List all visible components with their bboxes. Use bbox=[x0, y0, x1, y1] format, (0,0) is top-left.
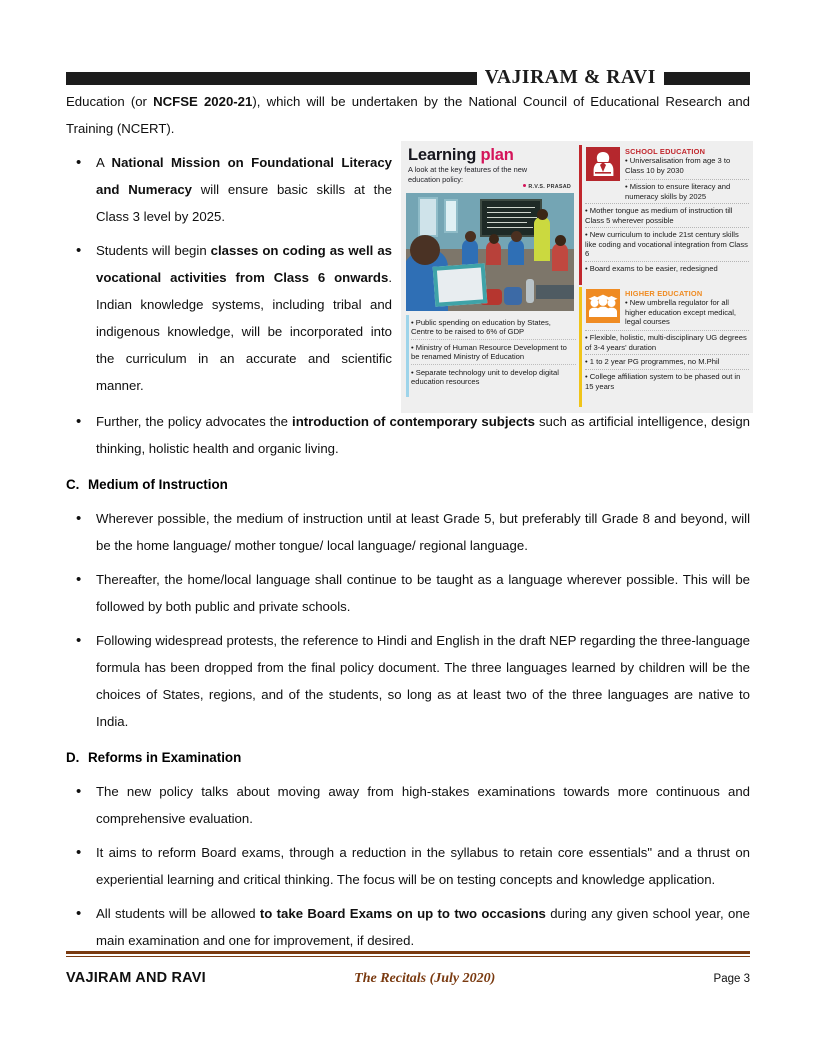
infographic-left-column bbox=[401, 141, 577, 413]
bullet-text: Wherever possible, the medium of instruction until at least Grade 5, but preferably till Grade 8 and beyond, will be the home language/ mother tongue/ local language/ regional language. bbox=[96, 511, 750, 553]
bullet-high-stakes-exams bbox=[66, 778, 750, 832]
photo-student bbox=[508, 239, 524, 265]
school-education-item: • Universalisation from age 3 to Class 10 by 2030 bbox=[625, 156, 731, 175]
school-education-accent-bar bbox=[579, 145, 582, 285]
bullet-text: All students will be allowed to take Board Exams on up to two occasions during any given school year, one main examination and one for improvement, if desired. bbox=[96, 906, 750, 948]
higher-education-item: • Flexible, holistic, multi-disciplinary UG degrees of 3-4 years' duration bbox=[585, 333, 747, 352]
divider bbox=[585, 354, 749, 355]
photo-student-head bbox=[465, 231, 476, 242]
bullet-two-occasions bbox=[66, 900, 750, 954]
infographic-right-column bbox=[577, 141, 753, 413]
bullet-three-language-formula bbox=[66, 627, 750, 735]
footer-organisation: VAJIRAM AND RAVI bbox=[66, 969, 206, 986]
bullet-board-exam-reform bbox=[66, 839, 750, 893]
bullet-text: A National Mission on Foundational Literacy and Numeracy will ensure basic skills at the Class 3 level by 2025. bbox=[96, 155, 392, 224]
higher-education-item: • College affiliation system to be phased out in 15 years bbox=[585, 372, 741, 391]
photo-window bbox=[418, 197, 438, 237]
divider bbox=[625, 179, 749, 180]
photo-foreground-boy-head bbox=[410, 235, 440, 265]
byline-bullet-icon bbox=[523, 184, 526, 187]
photo-student-head bbox=[511, 231, 522, 242]
divider bbox=[585, 369, 749, 370]
funding-bullet: • Public spending on education by States, Centre to be raised to 6% of GDP bbox=[411, 315, 576, 340]
bullet-medium-grade5 bbox=[66, 505, 750, 559]
bullet-marker: • bbox=[76, 413, 82, 430]
infographic-subtitle: A look at the key features of the new education policy: bbox=[408, 165, 528, 184]
photo-window bbox=[444, 199, 458, 233]
higher-education-accent-bar bbox=[579, 287, 582, 407]
photo-student bbox=[486, 241, 501, 265]
section-title: Medium of Instruction bbox=[88, 477, 228, 492]
photo-desk bbox=[536, 285, 574, 299]
bullet-text: Thereafter, the home/local language shall continue to be taught as a language wherever possible. This will be followed by both public and private schools. bbox=[96, 572, 750, 614]
divider bbox=[585, 203, 749, 204]
intro-paragraph: Education (or NCFSE 2020-21), which will be undertaken by the National Council of Educational Research and Training (NCERT). bbox=[66, 94, 750, 136]
section-letter: D. bbox=[66, 750, 80, 765]
funding-accent-bar bbox=[406, 315, 409, 397]
infographic-funding-bullets bbox=[406, 315, 576, 390]
bullet-marker: • bbox=[76, 783, 82, 800]
footer-page-number: Page 3 bbox=[713, 972, 750, 985]
section-title: Reforms in Examination bbox=[88, 750, 242, 765]
footer-rule-thin bbox=[66, 956, 750, 957]
higher-education-icon bbox=[586, 289, 620, 323]
byline-text: R.V.S. PRASAD bbox=[528, 184, 571, 190]
higher-education-heading: HIGHER EDUCATION bbox=[625, 289, 703, 298]
bullet-marker: • bbox=[76, 510, 82, 527]
photo-waterbottle bbox=[526, 279, 534, 303]
page-header bbox=[66, 69, 750, 87]
divider bbox=[585, 227, 749, 228]
photo-writing-slate bbox=[433, 263, 488, 307]
learning-plan-infographic bbox=[401, 141, 753, 413]
section-letter: C. bbox=[66, 477, 80, 492]
header-rule-left bbox=[66, 72, 477, 85]
photo-teacher-head bbox=[537, 209, 548, 220]
bullet-home-local-language bbox=[66, 566, 750, 620]
bullet-marker: • bbox=[76, 844, 82, 861]
footer-publication: The Recitals (July 2020) bbox=[354, 970, 496, 986]
footer-rule-thick bbox=[66, 951, 750, 954]
photo-schoolbag bbox=[504, 287, 522, 305]
divider bbox=[585, 261, 749, 262]
bullet-text: The new policy talks about moving away from high-stakes examinations towards more continuous and comprehensive evaluation. bbox=[96, 784, 750, 826]
divider bbox=[585, 330, 749, 331]
infographic-byline bbox=[523, 184, 571, 190]
header-title: VAJIRAM & RAVI bbox=[484, 67, 656, 88]
bullet-contemporary-subjects bbox=[66, 408, 750, 462]
bullet-text: Students will begin classes on coding as well as vocational activities from Class 6 onwards. Indian knowledge systems, including tribal and indigenous knowledge, will be incorporated into the curriculum in an accurate and scientific manner. bbox=[96, 243, 392, 393]
header-rule-right bbox=[664, 72, 750, 85]
funding-bullet: • Separate technology unit to develop digital education resources bbox=[411, 367, 559, 387]
funding-bullet: • Ministry of Human Resource Development to be renamed Ministry of Education bbox=[411, 340, 576, 365]
bullet-text: Following widespread protests, the reference to Hindi and English in the draft NEP regarding the three-language formula has been dropped from the final policy document. The three languages learned by children will be the choices of States, regions, and of the students, so long as at least two of the three languages are native to India. bbox=[96, 633, 750, 729]
bullet-text: It aims to reform Board exams, through a reduction in the syllabus to retain core essentials" and a thrust on experiential learning and critical thinking. The focus will be on testing concepts and knowledge application. bbox=[96, 845, 750, 887]
bullet-marker: • bbox=[76, 905, 82, 922]
section-heading-c bbox=[66, 471, 750, 498]
photo-blackboard bbox=[480, 199, 542, 237]
school-education-item: • New curriculum to include 21st century skills like coding and vocational integration from Class 6 bbox=[585, 230, 748, 259]
school-education-item: • Mission to ensure literacy and numeracy skills by 2025 bbox=[625, 182, 731, 201]
infographic-title-accent: plan bbox=[480, 146, 514, 164]
higher-education-item: • New umbrella regulator for all higher education except medical, legal courses bbox=[625, 298, 737, 327]
higher-education-item: • 1 to 2 year PG programmes, no M.Phil bbox=[585, 357, 720, 366]
bullet-text: Further, the policy advocates the introduction of contemporary subjects such as artificial intelligence, design thinking, holistic health and organic living. bbox=[96, 414, 751, 456]
footer-row bbox=[66, 970, 750, 987]
infographic-title bbox=[408, 146, 514, 164]
page-footer bbox=[66, 951, 750, 987]
section-heading-d bbox=[66, 744, 750, 771]
bullet-marker: • bbox=[76, 242, 82, 259]
school-education-item: • Mother tongue as medium of instruction till Class 5 wherever possible bbox=[585, 206, 733, 225]
photo-teacher bbox=[534, 217, 550, 261]
infographic-title-main: Learning bbox=[408, 146, 477, 164]
photo-student bbox=[462, 239, 478, 265]
photo-student-head bbox=[489, 234, 499, 244]
school-education-heading: SCHOOL EDUCATION bbox=[625, 147, 706, 156]
school-education-icon bbox=[586, 147, 620, 181]
school-education-item: • Board exams to be easier, redesigned bbox=[585, 264, 718, 273]
bullet-marker: • bbox=[76, 571, 82, 588]
photo-student-head bbox=[555, 235, 566, 246]
classroom-photo bbox=[406, 193, 574, 311]
bullet-marker: • bbox=[76, 154, 82, 171]
photo-student bbox=[552, 243, 568, 271]
bullet-marker: • bbox=[76, 632, 82, 649]
